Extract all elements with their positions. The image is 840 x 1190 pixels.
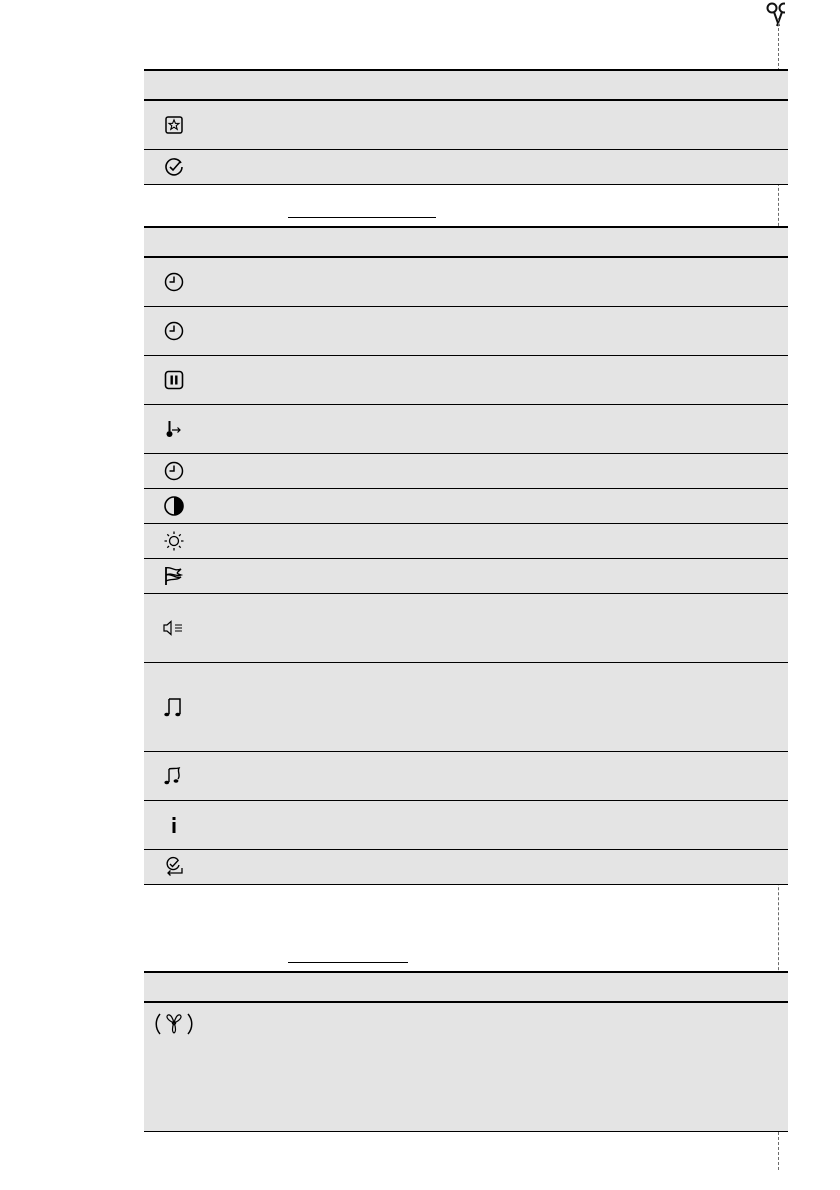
table-row [144,801,788,850]
table-row [144,752,788,801]
table-row [144,489,788,524]
clock-icon [144,460,204,482]
table-row [144,356,788,405]
star-square-icon [144,115,204,135]
fan-icon [144,1003,204,1037]
check-circle-icon [144,156,204,178]
music-mute-icon [144,765,204,787]
section-title-underline [288,962,408,963]
half-circle-icon [144,495,204,517]
flag-wave-icon [144,565,204,587]
music-note-icon [144,696,204,718]
table-row [144,559,788,594]
table-row [144,258,788,307]
clock-icon [144,271,204,293]
scissors-icon [749,0,785,36]
table-header [144,226,788,258]
table-row [144,101,788,150]
table-row [144,594,788,663]
thermometer-arrow-icon [144,418,204,440]
table-3 [144,971,788,1132]
pause-square-icon [144,369,204,391]
table-row [144,454,788,489]
table-row [144,850,788,885]
info-icon [144,814,204,836]
table-row [144,307,788,356]
section-title-underline [288,217,436,218]
table-row [144,1003,788,1132]
table-2 [144,226,788,885]
table-row [144,663,788,752]
table-header [144,69,788,101]
table-header [144,971,788,1003]
clock-icon [144,320,204,342]
table-row [144,524,788,559]
check-return-icon [144,856,204,878]
speaker-icon [144,617,204,639]
sun-icon [144,530,204,552]
table-row [144,150,788,185]
table-1 [144,69,788,185]
table-row [144,405,788,454]
